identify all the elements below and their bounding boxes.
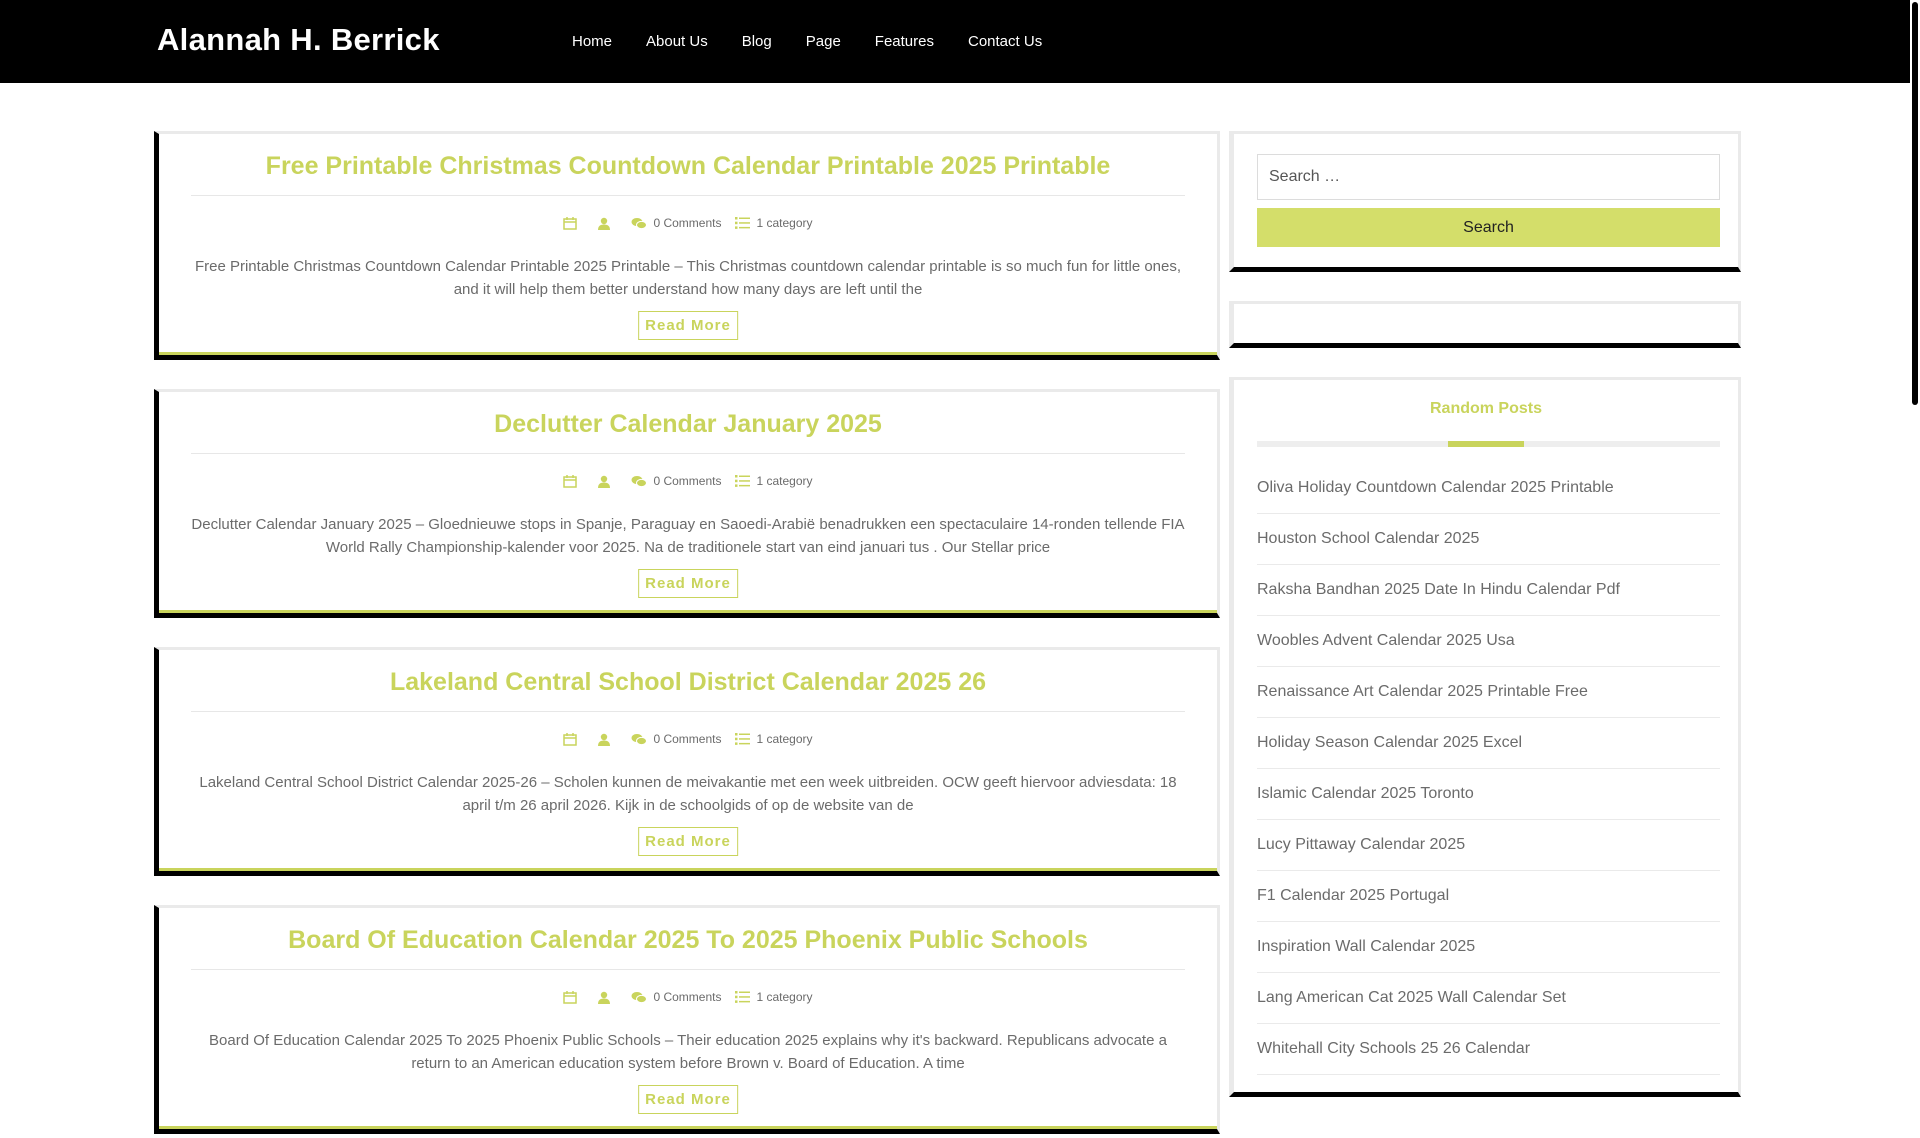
user-icon [597, 217, 611, 230]
site-title[interactable]: Alannah H. Berrick [157, 22, 440, 57]
read-more-button[interactable]: Read More [638, 311, 738, 340]
post-comments[interactable] [631, 216, 721, 230]
random-post-link[interactable]: Woobles Advent Calendar 2025 Usa [1257, 616, 1720, 667]
nav-contact-us[interactable]: Contact Us [968, 33, 1043, 50]
comments-icon [631, 217, 647, 230]
post-category[interactable] [735, 474, 812, 488]
post-title[interactable]: Free Printable Christmas Countdown Calendar Printable 2025 Printable [265, 152, 1111, 180]
post-author[interactable] [597, 991, 617, 1004]
post-comments[interactable] [631, 474, 721, 488]
search-button[interactable]: Search [1257, 208, 1720, 247]
post-divider [191, 453, 1185, 454]
search-widget [1229, 131, 1741, 272]
post-category[interactable] [735, 732, 812, 746]
random-post-link[interactable]: Renaissance Art Calendar 2025 Printable Free [1257, 667, 1720, 718]
post-title[interactable]: Declutter Calendar January 2025 [494, 410, 882, 438]
post-excerpt: Declutter Calendar January 2025 – Gloednieuwe stops in Spanje, Paraguay en Saoedi-Arabië benadrukken een spectaculaire 14-ronden tellende FIA World Rally Championship-kalender voor 2025. Na de traditionele start van eind januari tus . Our Stellar price [191, 516, 1185, 556]
random-post-link[interactable]: Lang American Cat 2025 Wall Calendar Set [1257, 973, 1720, 1024]
list-icon [735, 217, 750, 229]
list-icon [735, 475, 750, 487]
post-card [154, 905, 1220, 1134]
nav-features[interactable]: Features [874, 33, 934, 50]
post-meta [191, 990, 1185, 1004]
post-divider [191, 711, 1185, 712]
random-post-link[interactable]: Holiday Season Calendar 2025 Excel [1257, 718, 1720, 769]
post-comments[interactable] [631, 990, 721, 1004]
nav-about-us[interactable]: About Us [646, 33, 708, 50]
comments-icon [631, 991, 647, 1004]
comments-count: 0 Comments [653, 990, 722, 1004]
post-card-inner [159, 650, 1217, 871]
calendar-icon [563, 733, 577, 746]
post-meta [191, 216, 1185, 230]
random-post-link[interactable]: Inspiration Wall Calendar 2025 [1257, 922, 1720, 973]
category-label: 1 category [756, 474, 813, 488]
list-icon [735, 733, 750, 745]
post-excerpt: Free Printable Christmas Countdown Calendar Printable 2025 Printable – This Christmas countdown calendar printable is so much fun for little ones, and it will help them better understand how many days are left until the [194, 258, 1182, 298]
random-post-link[interactable]: Houston School Calendar 2025 [1257, 514, 1720, 565]
user-icon [597, 733, 611, 746]
user-icon [597, 991, 611, 1004]
post-divider [191, 969, 1185, 970]
calendar-icon [563, 217, 577, 230]
widget-title-accent [1448, 441, 1524, 447]
search-input[interactable] [1257, 154, 1720, 200]
post-meta [191, 732, 1185, 746]
random-post-link[interactable]: Whitehall City Schools 25 26 Calendar [1257, 1024, 1720, 1075]
post-date[interactable] [563, 733, 583, 746]
post-card-inner [159, 392, 1217, 613]
category-label: 1 category [756, 216, 813, 230]
post-comments[interactable] [631, 732, 721, 746]
calendar-icon [563, 475, 577, 488]
random-post-link[interactable]: Lucy Pittaway Calendar 2025 [1257, 820, 1720, 871]
post-excerpt: Board Of Education Calendar 2025 To 2025 Phoenix Public Schools – Their education 2025 explains why it's backward. Republicans advocate a return to an American education system before Brown v. Board of Education. A time [209, 1032, 1167, 1072]
comments-count: 0 Comments [653, 474, 722, 488]
post-title[interactable]: Board Of Education Calendar 2025 To 2025 Phoenix Public Schools [288, 926, 1088, 954]
post-card [154, 647, 1220, 876]
post-category[interactable] [735, 216, 812, 230]
nav-home[interactable]: Home [572, 33, 613, 50]
post-card [154, 131, 1220, 360]
random-post-link[interactable]: Islamic Calendar 2025 Toronto [1257, 769, 1720, 820]
post-author[interactable] [597, 475, 617, 488]
post-excerpt: Lakeland Central School District Calendar 2025-26 – Scholen kunnen de meivakantie met een week uitbreiden. OCW geeft hiervoor adviesdata: 18 april t/m 26 april 2026. Kijk in de schoolgids of op de website van de [199, 774, 1177, 814]
post-date[interactable] [563, 475, 583, 488]
post-date[interactable] [563, 217, 583, 230]
comments-icon [631, 475, 647, 488]
post-date[interactable] [563, 991, 583, 1004]
post-author[interactable] [597, 217, 617, 230]
read-more-button[interactable]: Read More [638, 1085, 738, 1114]
category-label: 1 category [756, 732, 813, 746]
post-author[interactable] [597, 733, 617, 746]
post-title[interactable]: Lakeland Central School District Calendar 2025 26 [389, 668, 987, 696]
comments-icon [631, 733, 647, 746]
category-label: 1 category [756, 990, 813, 1004]
widget-title: Random Posts [1429, 400, 1542, 417]
nav-blog[interactable]: Blog [741, 33, 772, 50]
post-card-inner [159, 908, 1217, 1129]
empty-widget [1229, 301, 1741, 348]
nav-page[interactable]: Page [805, 33, 841, 50]
site-header [0, 0, 1910, 83]
post-card [154, 389, 1220, 618]
post-category[interactable] [735, 990, 812, 1004]
calendar-icon [563, 991, 577, 1004]
comments-count: 0 Comments [653, 732, 722, 746]
random-post-link[interactable]: F1 Calendar 2025 Portugal [1257, 871, 1720, 922]
random-posts-list [1257, 463, 1720, 1075]
comments-count: 0 Comments [653, 216, 722, 230]
post-meta [191, 474, 1185, 488]
read-more-button[interactable]: Read More [638, 827, 738, 856]
user-icon [597, 475, 611, 488]
list-icon [735, 991, 750, 1003]
read-more-button[interactable]: Read More [638, 569, 738, 598]
scrollbar-thumb[interactable] [1912, 2, 1918, 405]
page-scrollbar[interactable] [1910, 0, 1920, 1080]
random-posts-widget [1229, 377, 1741, 1097]
main-nav [572, 0, 1076, 83]
post-card-inner [159, 134, 1217, 355]
random-post-link[interactable]: Raksha Bandhan 2025 Date In Hindu Calendar Pdf [1257, 565, 1720, 616]
random-post-link[interactable]: Oliva Holiday Countdown Calendar 2025 Printable [1257, 463, 1720, 514]
post-divider [191, 195, 1185, 196]
